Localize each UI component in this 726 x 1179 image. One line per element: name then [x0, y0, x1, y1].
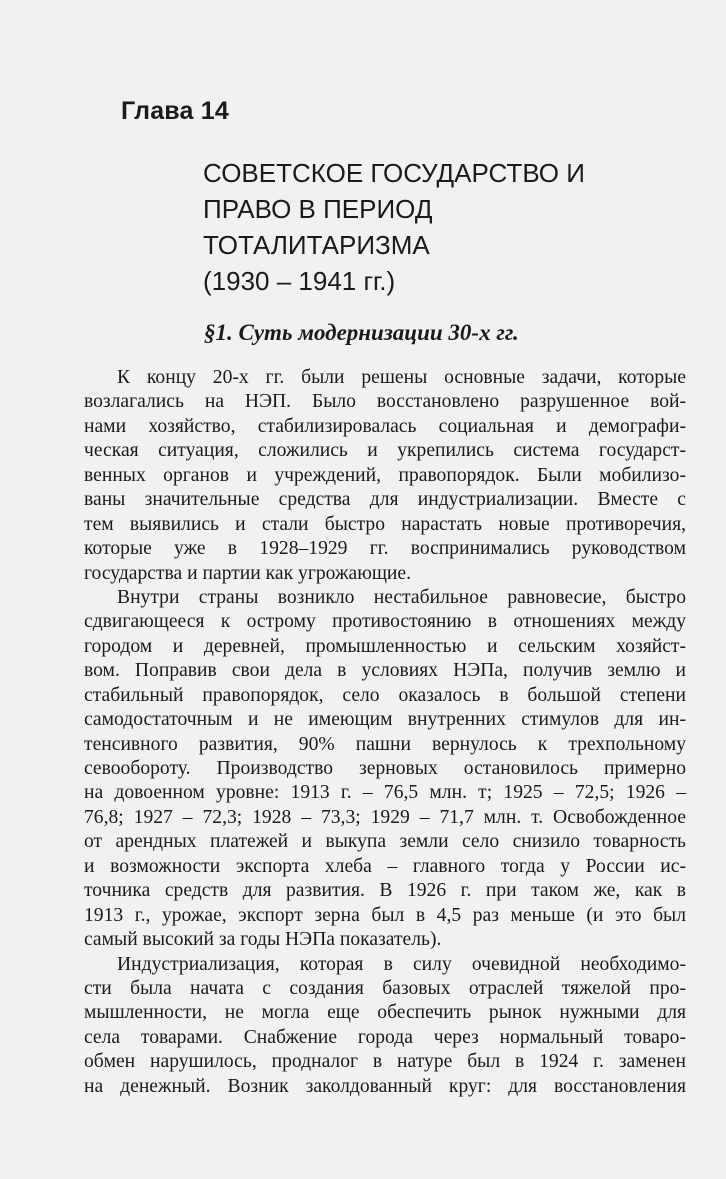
text-line: 76,8; 1927 – 72,3; 1928 – 73,3; 1929 – 71,7 млн. т. Освобожденное	[84, 806, 686, 828]
text-line: села товарами. Снабжение города через нормальный товаро-	[84, 1026, 686, 1048]
text-line: ческая ситуация, сложились и укрепились система государст-	[84, 440, 686, 462]
text-line: на денежный. Возник заколдованный круг: для восстановления	[84, 1075, 686, 1097]
chapter-title	[203, 155, 673, 299]
text-line: ваны значительные средства для индустриализации. Вместе с	[84, 489, 686, 511]
text-line: тенсивного развития, 90% пашни вернулось к трехпольному	[84, 733, 686, 755]
chapter-title-line: (1930 – 1941 гг.)	[203, 266, 396, 296]
text-line: возлагались на НЭП. Было восстановлено разрушенное вой-	[84, 391, 686, 413]
chapter-title-line: ТОТАЛИТАРИЗМА	[203, 230, 430, 260]
text-line: и возможности экспорта хлеба – главного тогда у России ис-	[84, 855, 686, 877]
text-line: венных органов и учреждений, правопорядок. Были мобилизо-	[84, 464, 686, 486]
text-line: городом и деревней, промышленностью и сельским хозяйст-	[84, 635, 686, 657]
text-line: севообороту. Производство зерновых остановилось примерно	[84, 758, 686, 779]
text-line: самый высокий за годы НЭПа показатель).	[84, 929, 442, 951]
text-line: нами хозяйство, стабилизировалась социальная и демографи-	[84, 415, 686, 437]
text-line: которые уже в 1928–1929 гг. воспринимались руководством	[84, 538, 686, 560]
text-line: тем выявились и стали быстро нарастать новые противоречия,	[84, 513, 686, 535]
text-line: стабильный правопорядок, село оказалось в большой степени	[84, 684, 686, 706]
text-line: обмен нарушилось, продналог в натуре был в 1924 г. заменен	[84, 1051, 686, 1073]
text-line: 1913 г., урожае, экспорт зерна был в 4,5 раз меньше (и это был	[84, 904, 686, 926]
text-line: на довоенном уровне: 1913 г. – 76,5 млн. т; 1925 – 72,5; 1926 –	[84, 782, 686, 804]
text-line: сдвигающееся к острому противостоянию в отношениях между	[84, 611, 686, 633]
section-title: §1. Суть модернизации 30-х гг.	[204, 320, 519, 345]
text-line: Внутри страны возникло нестабильное равновесие, быстро	[117, 586, 686, 608]
chapter-label: Глава 14	[121, 97, 230, 125]
chapter-title-line: СОВЕТСКОЕ ГОСУДАРСТВО И	[203, 158, 585, 188]
text-line: вом. Поправив свои дела в условиях НЭПа, получив землю и	[84, 660, 686, 682]
text-line: Индустриализация, которая в силу очевидной необходимо-	[117, 953, 686, 975]
text-line: государства и партии как угрожающие.	[84, 562, 411, 584]
body-text	[84, 366, 686, 1099]
chapter-title-line: ПРАВО В ПЕРИОД	[203, 194, 433, 224]
text-line: мышленности, не могла еще обеспечить рынок нужными для	[84, 1002, 686, 1024]
text-line: К концу 20-х гг. были решены основные задачи, которые	[117, 367, 686, 388]
text-line: сти была начата с создания базовых отраслей тяжелой про-	[84, 977, 686, 999]
text-line: от арендных платежей и выкупа земли село снизило товарность	[84, 831, 686, 853]
text-line: точника средств для развития. В 1926 г. при таком же, как в	[84, 880, 686, 902]
text-line: самодостаточным и не имеющим внутренних стимулов для ин-	[84, 709, 686, 731]
